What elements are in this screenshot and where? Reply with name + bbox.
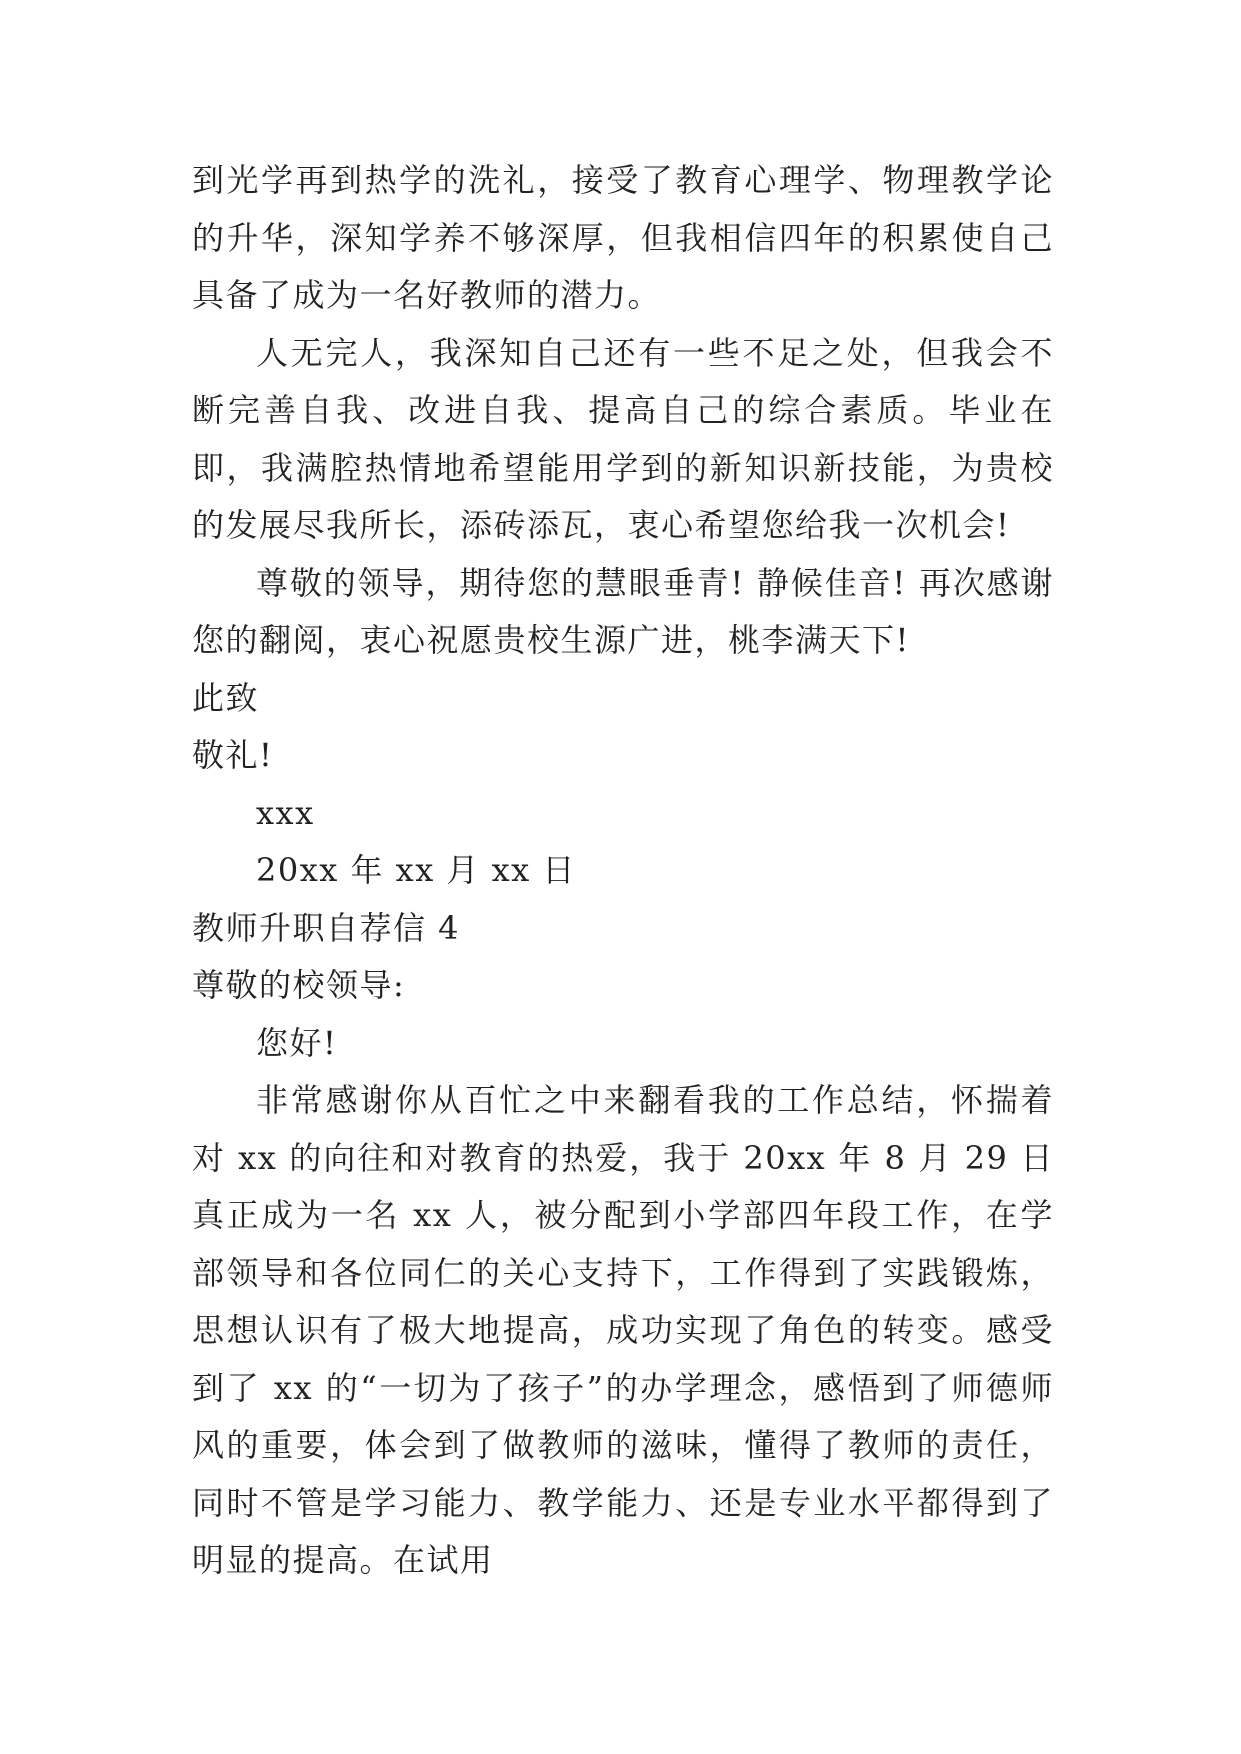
paragraph-self-improvement: 人无完人，我深知自己还有一些不足之处，但我会不断完善自我、改进自我、提高自己的综合素质。毕业在即，我满腔热情地希望能用学到的新知识新技能，为贵校的发展尽我所长，添砖添瓦，衷心希望您给我一次机会!	[192, 333, 1054, 544]
closing-salutation: 此致	[192, 678, 260, 717]
letter-greeting: 您好!	[256, 1023, 338, 1062]
paragraph-thanks: 尊敬的领导，期待您的慧眼垂青! 静候佳音! 再次感谢您的翻阅，衷心祝愿贵校生源广进，桃李满天下!	[192, 563, 1054, 659]
closing-regards: 敬礼!	[192, 736, 274, 774]
paragraph-work-summary: 非常感谢你从百忙之中来翻看我的工作总结，怀揣着对 xx 的向往和对教育的热爱，我于 20xx 年 8 月 29 日真正成为一名 xx 人，被分配到小学部四年段工作，在学部领导和各位同仁的关心支持下，工作得到了实践锻炼，思想认识有了极大地提高，成功实现了角色的转变。感受到了 xx 的“一切为了孩子”的办学理念，感悟到了师德师风的重要，体会到了做教师的滋味，懂得了教师的责任，同时不管是学习能力、教学能力、还是专业水平都得到了明显的提高。在试用	[192, 1081, 1054, 1579]
section-title: 教师升职自荐信 4	[192, 908, 461, 947]
paragraph-education-summary: 到光学再到热学的洗礼，接受了教育心理学、物理教学论的升华，深知学养不够深厚，但我相信四年的积累使自己具备了成为一名好教师的潜力。	[192, 161, 1054, 314]
signature-name: xxx	[256, 793, 315, 832]
letter-salutation: 尊敬的校领导:	[192, 966, 406, 1004]
signature-date: 20xx 年 xx 月 xx 日	[256, 851, 576, 889]
document-page	[192, 152, 1054, 1590]
